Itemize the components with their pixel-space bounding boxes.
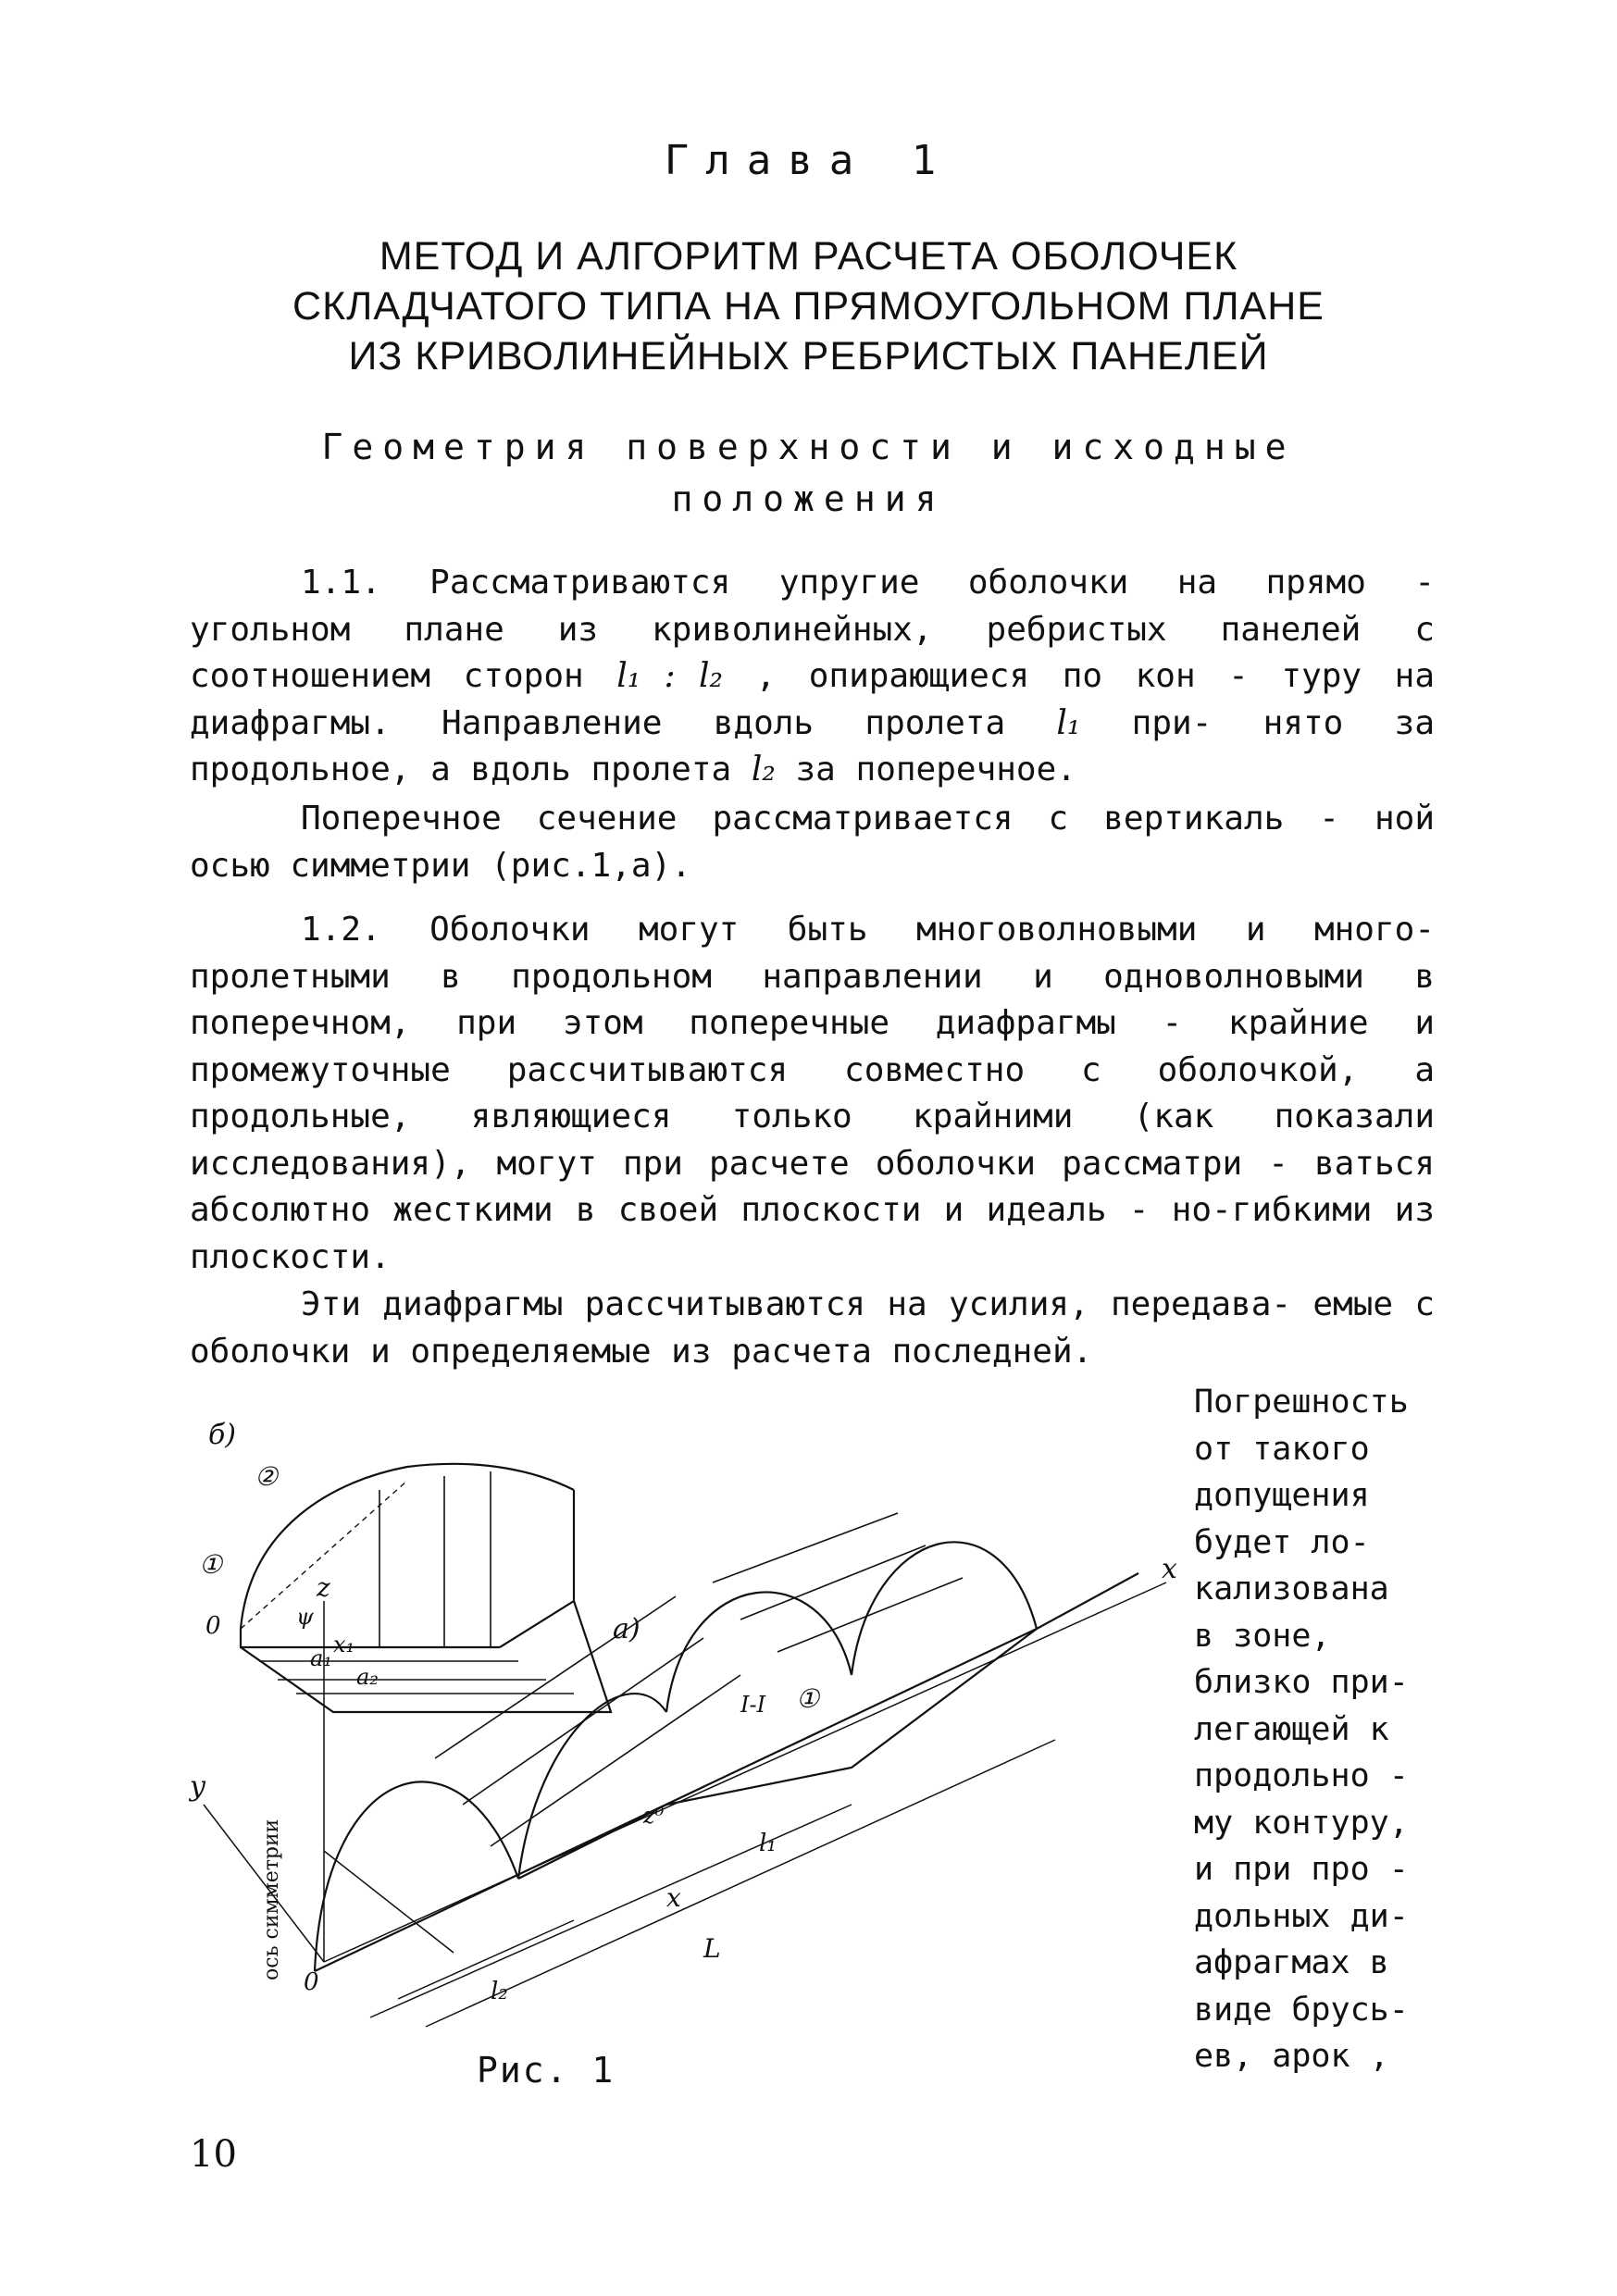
label-origin: 0 xyxy=(304,1968,319,1996)
side-line: продольно - xyxy=(1194,1757,1409,1794)
side-line: кализована xyxy=(1194,1570,1389,1607)
side-line: му контуру, xyxy=(1194,1804,1409,1842)
paragraph-diaphragms: Эти диафрагмы рассчитываются на усилия, передава- емые с оболочки и определяемые из расчета последней. xyxy=(190,1285,1435,1371)
figure-b-inset xyxy=(241,1464,611,1712)
label-marker-2: ② xyxy=(255,1461,279,1492)
arch-wave-3 xyxy=(852,1542,1037,1675)
label-x1-inset: x₁ xyxy=(333,1632,355,1657)
paragraph-1-2: 1.2. Оболочки могут быть многоволновыми и много- пролетными в продольном направлении и одноволновыми в поперечном, при этом поперечные диафрагмы - крайние и промежуточные рассчитываются совместно с оболочкой, а продольные, являющиеся только крайними (как показали исследования), могут при расчете оболочки рассматри - ваться абсолютно жесткими в своей плоскости и идеаль - но-гибкими из плоскости. xyxy=(190,911,1435,1276)
inset-right-edge xyxy=(500,1490,574,1647)
text-run: 1.1. Рассматриваются упругие оболочки на прямо - угольном плане из криволинейных, ребристых панелей с соотношением сторон xyxy=(190,564,1435,695)
side-line: афрагмах в xyxy=(1194,1944,1389,1981)
inset-base xyxy=(241,1629,500,1647)
label-psi-inset: ψ xyxy=(296,1604,314,1630)
label-z0: z⁰ xyxy=(643,1803,665,1829)
inset-dimension-lines xyxy=(259,1661,574,1694)
title-line: СКЛАДЧАТОГО ТИПА НА ПРЯМОУГОЛЬНОМ ПЛАНЕ xyxy=(292,284,1325,329)
label-x: x xyxy=(666,1882,681,1913)
paragraph-1-1 xyxy=(190,560,1435,794)
arch-wave-1 xyxy=(518,1694,666,1879)
label-panel-b: б) xyxy=(208,1419,237,1451)
label-marker-a: ① xyxy=(796,1683,820,1714)
text-run: за поперечное. xyxy=(775,751,1076,788)
figure-caption: Рис. 1 xyxy=(477,2050,616,2091)
label-a2-inset: a₂ xyxy=(356,1664,379,1690)
side-line: легающей к xyxy=(1194,1710,1389,1748)
chapter-title xyxy=(0,231,1617,381)
side-line: в зоне, xyxy=(1194,1617,1331,1655)
label-L: L xyxy=(703,1933,721,1964)
arch-wave-front xyxy=(315,1781,518,1971)
side-line: допущения xyxy=(1194,1477,1370,1514)
formula-ratio: l₁ : l₂ xyxy=(616,657,723,695)
figure-1-shell-diagram xyxy=(185,1416,1194,2045)
side-line: от такого xyxy=(1194,1430,1370,1468)
figure-a-shell xyxy=(204,1513,1166,2027)
section-title-line: Геометрия поверхности и исходные xyxy=(321,427,1296,467)
label-symmetry-axis: ось симметрии xyxy=(260,1818,283,1980)
side-line: виде брусь- xyxy=(1194,1991,1409,2029)
side-line: ев, арок , xyxy=(1194,2038,1389,2075)
label-a1-inset: a₁ xyxy=(310,1645,332,1671)
paragraph-cross-section: Поперечное сечение рассматривается с вертикаль - ной осью симметрии (рис.1,а). xyxy=(190,800,1435,885)
text-run: при- нято за продольное, а вдоль пролета xyxy=(190,703,1435,788)
label-axis-y: y xyxy=(190,1770,205,1803)
section-title-line: положения xyxy=(671,478,946,519)
label-axis-z: z xyxy=(317,1572,330,1603)
inset-verticals xyxy=(379,1471,491,1647)
chapter-heading: Глава 1 xyxy=(664,137,953,184)
side-column-text xyxy=(1194,1379,1439,2080)
label-section: I-I xyxy=(740,1692,766,1718)
inset-arch xyxy=(241,1464,574,1629)
formula-l2: l₂ xyxy=(751,751,776,788)
page-number: 10 xyxy=(190,2133,237,2176)
side-line: будет ло- xyxy=(1194,1523,1370,1561)
label-panel-a: а) xyxy=(613,1613,641,1645)
side-line: Погрешность xyxy=(1194,1384,1409,1421)
label-marker: ① xyxy=(199,1549,223,1580)
side-line: дольных ди- xyxy=(1194,1897,1409,1935)
label-origin-inset: 0 xyxy=(205,1612,221,1640)
title-line: МЕТОД И АЛГОРИТМ РАСЧЕТА ОБОЛОЧЕК xyxy=(379,234,1238,279)
side-line: близко при- xyxy=(1194,1664,1409,1701)
axis-x-line xyxy=(324,1582,1166,1962)
section-title xyxy=(0,421,1617,525)
side-line: и при про - xyxy=(1194,1851,1409,1888)
text-run: , опирающиеся по кон - туру на диафрагмы. Направление вдоль пролета xyxy=(190,657,1436,742)
label-axis-x: x xyxy=(1162,1553,1177,1585)
label-l2: l₂ xyxy=(491,1978,508,2005)
formula-l1: l₁ xyxy=(1056,703,1081,742)
symmetry-axis xyxy=(324,1851,454,1953)
label-l1: l₁ xyxy=(759,1830,777,1857)
shell-ribs-far xyxy=(713,1513,963,1652)
title-line: ИЗ КРИВОЛИНЕЙНЫХ РЕБРИСТЫХ ПАНЕЛЕЙ xyxy=(348,334,1269,379)
